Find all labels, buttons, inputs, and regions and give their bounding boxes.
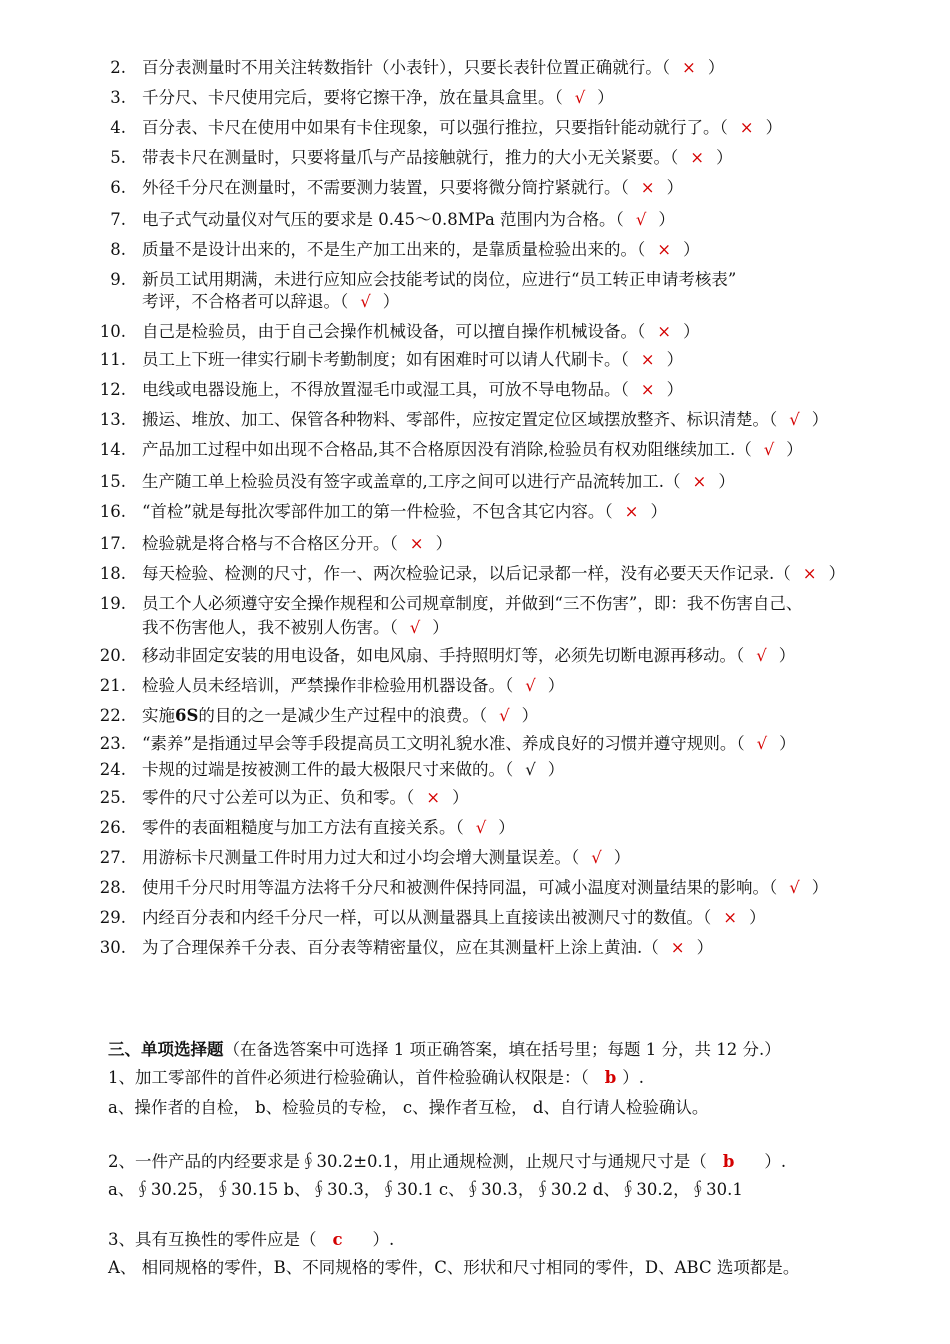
- closing-paren: ）: [597, 88, 614, 107]
- question-number: 7.: [110, 210, 126, 229]
- question-text: 质量不是设计出来的，不是生产加工出来的，是靠质量检验出来的。（: [142, 240, 646, 259]
- true-false-item: [142, 938, 713, 958]
- choice-options: a、操作者的自检， b、检验员的专检， c、操作者互检， d、自行请人检验确认。: [108, 1098, 709, 1117]
- answer-mark: √: [409, 618, 421, 637]
- answer-mark: ×: [682, 58, 696, 77]
- question-text: 用游标卡尺测量工件时用力过大和过小均会增大测量误差。（: [142, 848, 580, 867]
- answer-mark: √: [499, 706, 510, 725]
- true-false-item: [142, 818, 515, 838]
- answer-mark: √: [475, 818, 487, 837]
- true-false-item: [142, 88, 614, 108]
- closing-paren: ）: [778, 646, 796, 665]
- question-text: 零件的表面粗糙度与加工方法有直接关系。（: [142, 818, 464, 837]
- closing-paren: ）: [811, 878, 829, 897]
- question-text-prefix: 实施: [142, 706, 175, 725]
- question-text-bold: 6S: [175, 706, 199, 725]
- true-false-item: [142, 564, 845, 584]
- true-false-item: [142, 848, 630, 868]
- true-false-item: [142, 760, 564, 780]
- question-number: 10.: [99, 322, 126, 341]
- choice-question: [108, 1068, 644, 1088]
- choice-answer: c: [332, 1230, 343, 1249]
- question-text: 使用千分尺时用等温方法将千分尺和被测件保持同温，可减小温度对测量结果的影响。（: [142, 878, 778, 897]
- choice-question: [108, 1230, 394, 1250]
- answer-mark: ×: [409, 534, 424, 553]
- question-text: 移动非固定安装的用电设备，如电风扇、手持照明灯等，必须先切断电源再移动。（: [142, 646, 745, 665]
- question-number: 20.: [99, 646, 126, 665]
- closing-paren: ）: [547, 676, 565, 695]
- closing-paren: ）: [666, 380, 684, 399]
- question-number: 26.: [99, 818, 126, 837]
- true-false-item-continued: [142, 292, 399, 312]
- closing-paren: ）: [779, 734, 796, 753]
- choice-answer: b: [604, 1068, 617, 1087]
- answer-mark: ×: [723, 908, 738, 927]
- question-text: 产品加工过程中如出现不合格品,其不合格原因没有消除,检验员有权劝阻继续加工.（: [142, 440, 752, 459]
- question-number: 15.: [99, 472, 126, 491]
- closing-paren: ）: [666, 178, 684, 197]
- section-note: （在备选答案中可选择 1 项正确答案，填在括号里；每题 1 分，共 12 分.）: [223, 1040, 781, 1059]
- true-false-item: [142, 878, 828, 898]
- question-text: 卡规的过端是按被测工件的最大极限尺寸来做的。（: [142, 760, 514, 779]
- section-3-header: [108, 1040, 781, 1060]
- closing-paren: ）: [707, 58, 725, 77]
- answer-mark: ×: [739, 118, 754, 137]
- true-false-item-continued: [142, 618, 449, 638]
- question-number: 2.: [110, 58, 126, 77]
- choice-answer: b: [722, 1152, 735, 1171]
- question-text: 检验人员未经培训，严禁操作非检验用机器设备。（: [142, 676, 514, 695]
- closing-paren: ）: [716, 148, 733, 167]
- answer-mark: ×: [657, 322, 672, 341]
- true-false-item: [142, 734, 796, 754]
- question-number: 28.: [99, 878, 126, 897]
- true-false-item: [142, 788, 469, 808]
- closing-paren: ）.: [372, 1230, 395, 1249]
- closing-paren: ）: [666, 350, 684, 369]
- closing-paren: ）: [683, 240, 700, 259]
- question-number: 5.: [110, 148, 126, 167]
- choice-question-text: 2、一件产品的内经要求是∮30.2±0.1，用止通规检测，止规尺寸与通规尺寸是（: [108, 1152, 707, 1171]
- question-text: 自己是检验员，由于自己会操作机械设备，可以擅自操作机械设备。（: [142, 322, 646, 341]
- answer-mark: √: [635, 210, 647, 229]
- true-false-item: [142, 240, 700, 260]
- answer-mark: √: [574, 88, 586, 107]
- question-number: 21.: [99, 676, 126, 695]
- answer-mark: √: [591, 848, 602, 867]
- closing-paren: ）: [521, 706, 539, 725]
- answer-mark: √: [525, 760, 536, 779]
- closing-paren: ）: [613, 848, 631, 867]
- true-false-item: [142, 270, 736, 290]
- question-text: 外径千分尺在测量时，不需要测力装置，只要将微分筒拧紧就行。（: [142, 178, 629, 197]
- true-false-item: [142, 210, 675, 230]
- true-false-item: [142, 908, 766, 928]
- closing-paren: ）: [765, 118, 783, 137]
- answer-mark: √: [763, 440, 775, 459]
- question-number: 6.: [110, 178, 126, 197]
- answer-mark: ×: [640, 178, 655, 197]
- question-text: 检验就是将合格与不合格区分开。（: [142, 534, 398, 553]
- answer-mark: ×: [690, 148, 705, 167]
- true-false-item: [142, 410, 828, 430]
- true-false-item: [142, 440, 803, 460]
- question-text: 千分尺、卡尺使用完后，要将它擦干净，放在量具盒里。（: [142, 88, 563, 107]
- closing-paren: ）: [749, 908, 766, 927]
- true-false-item: [142, 594, 802, 614]
- true-false-item: [142, 58, 724, 78]
- answer-mark: √: [525, 676, 536, 695]
- choice-options: a、∮30.25，∮30.15 b、∮30.3，∮30.1 c、∮30.3，∮30.2 d、∮30.2，∮30.1: [108, 1180, 743, 1199]
- true-false-item: [142, 322, 700, 342]
- answer-mark: ×: [640, 380, 655, 399]
- answer-mark: √: [789, 410, 800, 429]
- true-false-item: [142, 380, 683, 400]
- question-text: 为了合理保养千分表、百分表等精密量仪，应在其测量杆上涂上黄油.（: [142, 938, 659, 957]
- closing-paren: ）: [432, 618, 449, 637]
- choice-options: A、 相同规格的零件，B、不同规格的零件，C、形状和尺寸相同的零件，D、ABC 选项都是。: [108, 1258, 800, 1277]
- question-number: 19.: [99, 594, 126, 613]
- closing-paren: ）: [452, 788, 469, 807]
- answer-mark: ×: [802, 564, 817, 583]
- true-false-item: [142, 676, 564, 696]
- question-text: 每天检验、检测的尺寸，作一、两次检验记录，以后记录都一样，没有必要天天作记录.（: [142, 564, 791, 583]
- question-number: 8.: [110, 240, 126, 259]
- true-false-item: [142, 706, 538, 726]
- question-number: 25.: [99, 788, 126, 807]
- choice-question: [108, 1152, 786, 1172]
- true-false-item: [142, 646, 795, 666]
- question-text: 带表卡尺在测量时，只要将量爪与产品接触就行，推力的大小无关紧要。（: [142, 148, 679, 167]
- question-number: 29.: [99, 908, 126, 927]
- answer-mark: √: [789, 878, 800, 897]
- question-number: 24.: [99, 760, 126, 779]
- question-text-line2: 我不伤害他人，我不被别人伤害。（: [142, 618, 398, 637]
- closing-paren: ）: [435, 534, 453, 553]
- true-false-item: [142, 502, 667, 522]
- question-text: 电子式气动量仪对气压的要求是 0.45～0.8MPa 范围内为合格。（: [142, 210, 624, 229]
- true-false-item: [142, 350, 683, 370]
- closing-paren: ）: [683, 322, 700, 341]
- closing-paren: ）: [658, 210, 675, 229]
- section-title: 三、单项选择题: [108, 1040, 224, 1059]
- closing-paren: ）: [382, 292, 400, 311]
- question-text: 百分表、卡尺在使用中如果有卡住现象，可以强行推拉，只要指针能动就行了。（: [142, 118, 728, 137]
- closing-paren: ）: [786, 440, 803, 459]
- question-text-line2: 考评，不合格者可以辞退。（: [142, 292, 349, 311]
- closing-paren: ）: [718, 472, 735, 491]
- question-text: 百分表测量时不用关注转数指针（小表针），只要长表针位置正确就行。（: [142, 58, 670, 77]
- question-text: 零件的尺寸公差可以为正、负和零。（: [142, 788, 415, 807]
- question-text: 生产随工单上检验员没有签字或盖章的,工序之间可以进行产品流转加工.（: [142, 472, 681, 491]
- true-false-item: [142, 472, 735, 492]
- question-number: 11.: [99, 350, 126, 369]
- question-number: 3.: [110, 88, 126, 107]
- question-text: 员工上下班一律实行刷卡考勤制度；如有困难时可以请人代刷卡。（: [142, 350, 629, 369]
- question-number: 27.: [99, 848, 126, 867]
- answer-mark: √: [360, 292, 371, 311]
- question-number: 16.: [99, 502, 126, 521]
- question-text: 内经百分表和内经千分尺一样，可以从测量器具上直接读出被测尺寸的数值。（: [142, 908, 712, 927]
- answer-mark: √: [756, 734, 768, 753]
- closing-paren: ）.: [764, 1152, 787, 1171]
- question-number: 9.: [110, 270, 126, 289]
- closing-paren: ）.: [622, 1068, 645, 1087]
- answer-mark: ×: [657, 240, 672, 259]
- question-number: 18.: [99, 564, 126, 583]
- question-number: 14.: [99, 440, 126, 459]
- question-number: 17.: [99, 534, 126, 553]
- closing-paren: ）: [650, 502, 667, 521]
- question-text: 新员工试用期满，未进行应知应会技能考试的岗位，应进行“员工转正申请考核表”: [142, 270, 737, 289]
- closing-paren: ）: [498, 818, 515, 837]
- question-text: 搬运、堆放、加工、保管各种物料、零部件，应按定置定位区域摆放整齐、标识清楚。（: [142, 410, 778, 429]
- question-number: 23.: [99, 734, 126, 753]
- answer-mark: ×: [640, 350, 655, 369]
- choice-question-text: 1、加工零部件的首件必须进行检验确认，首件检验确认权限是：（: [108, 1068, 589, 1087]
- closing-paren: ）: [811, 410, 829, 429]
- closing-paren: ）: [696, 938, 714, 957]
- question-number: 30.: [99, 938, 126, 957]
- question-text: 员工个人必须遵守安全操作规程和公司规章制度，并做到“三不伤害”，即：我不伤害自己、: [142, 594, 803, 613]
- question-text: 的目的之一是减少生产过程中的浪费。（: [198, 706, 488, 725]
- closing-paren: ）: [828, 564, 846, 583]
- question-number: 4.: [110, 118, 126, 137]
- question-text: 电线或电器设施上，不得放置湿毛巾或湿工具，可放不导电物品。（: [142, 380, 629, 399]
- true-false-item: [142, 178, 683, 198]
- answer-mark: √: [756, 646, 767, 665]
- question-number: 22.: [99, 706, 126, 725]
- answer-mark: ×: [426, 788, 441, 807]
- question-text: “素养”是指通过早会等手段提高员工文明礼貌水准、养成良好的习惯并遵守规则。（: [142, 734, 745, 753]
- answer-mark: ×: [692, 472, 707, 491]
- true-false-item: [142, 118, 782, 138]
- true-false-item: [142, 534, 452, 554]
- question-number: 12.: [99, 380, 126, 399]
- question-text: “首检”就是每批次零部件加工的第一件检验，不包含其它内容。（: [142, 502, 613, 521]
- choice-question-text: 3、具有互换性的零件应是（: [108, 1230, 317, 1249]
- answer-mark: ×: [624, 502, 639, 521]
- closing-paren: ）: [547, 760, 565, 779]
- true-false-item: [142, 148, 733, 168]
- answer-mark: ×: [670, 938, 685, 957]
- question-number: 13.: [99, 410, 126, 429]
